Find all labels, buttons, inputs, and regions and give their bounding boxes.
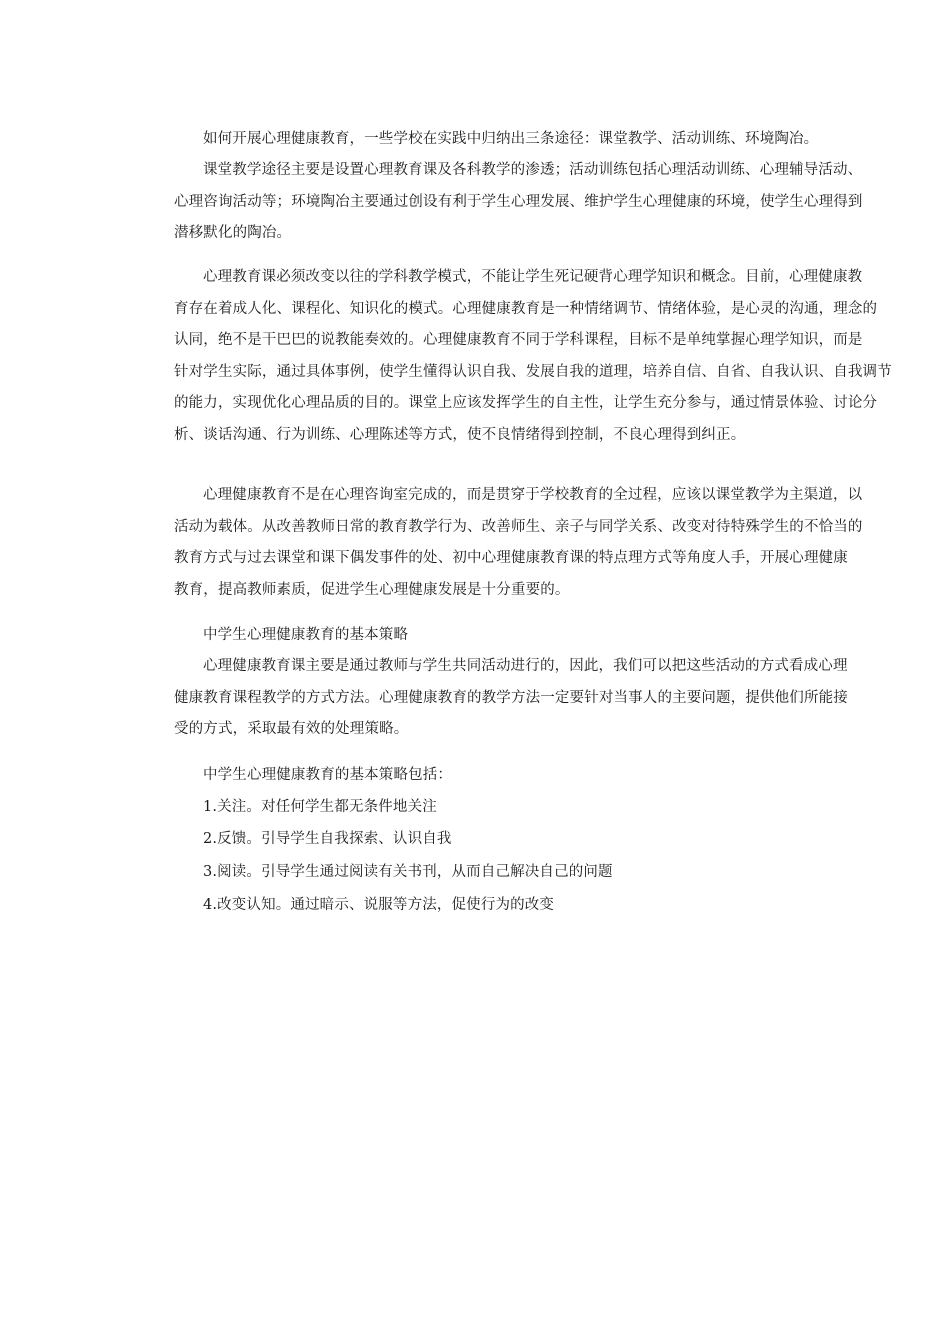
text-line: 2.反馈。引导学生自我探索、认识自我 [203, 831, 452, 847]
text-line: 活动为载体。从改善教师日常的教育教学行为、改善师生、亲子与同学关系、改变对待特殊学生的不恰当的 [174, 518, 863, 535]
text-line: 教育，提高教师素质，促进学生心理健康发展是十分重要的。 [174, 581, 570, 598]
text-line: 中学生心理健康教育的基本策略包括： [203, 767, 453, 783]
text-line: 1.关注。对任何学生都无条件地关注 [203, 799, 437, 815]
paragraph-2 [145, 155, 863, 250]
text-line: 的能力，实现优化心理品质的目的。课堂上应该发挥学生的自主性，让学生充分参与，通过情景体验、讨论分 [174, 395, 878, 411]
list-item-1 [145, 792, 437, 824]
text-line: 健康教育课程教学的方式方法。心理健康教育的教学方法一定要针对当事人的主要问题，提供他们所能接 [174, 689, 848, 706]
text-line: 育存在着成人化、课程化、知识化的模式。心理健康教育是一种情绪调节、情绪体验，是心灵的沟通，理念的 [174, 300, 878, 317]
text-line: 心理健康教育课主要是通过教师与学生共同活动进行的，因此，我们可以把这些活动的方式看成心理 [203, 658, 848, 674]
list-item-2 [145, 824, 452, 856]
text-line: 心理咨询活动等；环境陶冶主要通过创设有利于学生心理发展、维护学生心理健康的环境，使学生心理得到 [174, 193, 863, 210]
text-line: 3.阅读。引导学生通过阅读有关书刊，从而自己解决自己的问题 [203, 864, 613, 880]
text-line: 针对学生实际，通过具体事例，使学生懂得认识自我、发展自我的道理，培养自信、自省、自我认识、自我调节 [174, 363, 892, 380]
text-line: 潜移默化的陶冶。 [174, 225, 292, 241]
text-line: 课堂教学途径主要是设置心理教育课及各科教学的渗透；活动训练包括心理活动训练、心理辅导活动、 [203, 162, 863, 178]
text-line: 认同，绝不是干巴巴的说教能奏效的。心理健康教育不同于学科课程，目标不是单纯掌握心理学知识，而是 [174, 332, 863, 348]
text-line: 教育方式与过去课堂和课下偶发事件的处、初中心理健康教育课的特点理方式等角度人手，开展心理健康 [174, 550, 848, 566]
paragraph-6 [145, 760, 452, 792]
paragraph-1 [145, 124, 818, 156]
text-line: 心理教育课必须改变以往的学科教学模式，不能让学生死记硬背心理学知识和概念。目前，心理健康教 [203, 269, 863, 285]
text-line: 析、谈话沟通、行为训练、心理陈述等方式，使不良情绪得到控制，不良心理得到纠正。 [174, 426, 746, 443]
section-heading [145, 620, 408, 652]
paragraph-5 [145, 651, 848, 746]
text-line: 中学生心理健康教育的基本策略 [203, 627, 409, 643]
paragraph-3 [145, 262, 892, 451]
paragraph-4 [145, 480, 863, 606]
text-line: 4.改变认知。通过暗示、说服等方法，促使行为的改变 [203, 897, 555, 913]
text-line: 心理健康教育不是在心理咨询室完成的，而是贯穿于学校教育的全过程，应该以课堂教学为主渠道，以 [203, 487, 863, 503]
list-item-4 [145, 890, 554, 922]
text-line: 如何开展心理健康教育，一些学校在实践中归纳出三条途径：课堂教学、活动训练、环境陶冶。 [203, 131, 819, 147]
text-line: 受的方式，采取最有效的处理策略。 [174, 721, 409, 737]
list-item-3 [145, 857, 613, 889]
